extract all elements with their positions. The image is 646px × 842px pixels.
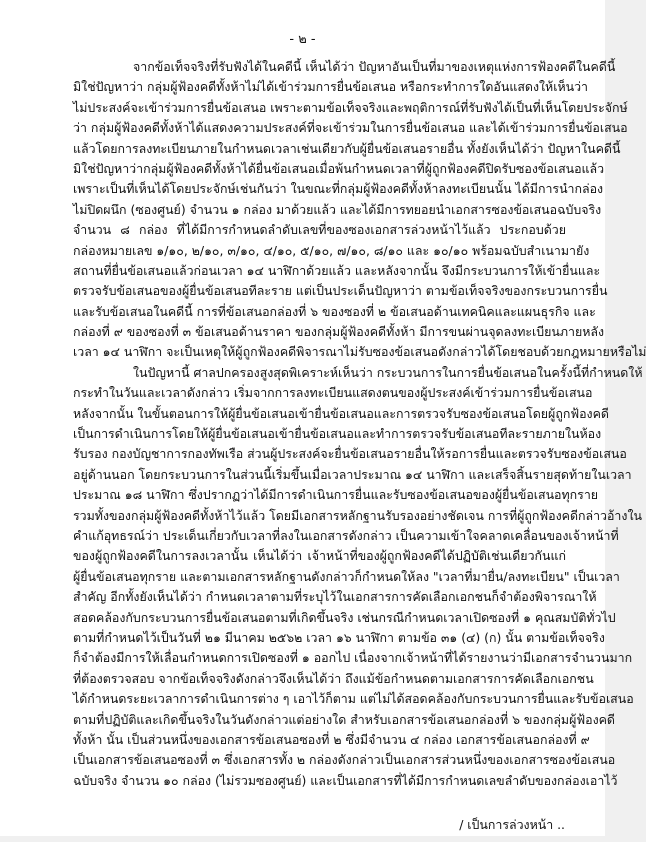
continuation-note: / เป็นการล่วงหน้า .. xyxy=(459,817,565,832)
text-line: หลังจากนั้น ในขั้นตอนการให้ผู้ยื่นข้อเสนอเข้ายื่นข้อเสนอและการตรวจรับซองข้อเสนอโดยผู้ถูกฟ้องคดี xyxy=(73,405,609,421)
text-line: ตรวจรับข้อเสนอของผู้ยื่นข้อเสนอทีละราย แต่เป็นประเด็นปัญหาว่า ตามข้อเท็จจริงของกระบวนการยื่น xyxy=(73,283,608,299)
text-line: เป็นเอกสารข้อเสนอซองที่ ๓ ซึ่งเอกสารทั้ง ๒ กล่องดังกล่าวเป็นเอกสารส่วนหนึ่งของเอกสารซองข้อเสนอ xyxy=(73,752,616,768)
text-line: แล้วโดยการลงทะเบียนภายในกำหนดเวลาเช่นเดียวกับผู้ยื่นข้อเสนอรายอื่น ทั้งยังเห็นได้ว่า ปัญหาในคดีนี้ xyxy=(73,140,621,156)
text-line: ที่ต้องตรวจสอบ จากข้อเท็จจริงดังกล่าวจึงเห็นได้ว่า ถึงแม้ข้อกำหนดตามเอกสารการคัดเลือกเอกชน xyxy=(73,670,594,686)
text-line: กระทำในวันและเวลาดังกล่าว เริ่มจากการลงทะเบียนแสดงตนของผู้ประสงค์เข้าร่วมการยื่นข้อเสนอ xyxy=(73,385,593,401)
text-line: ผู้ยื่นข้อเสนอทุกราย และตามเอกสารหลักฐานดังกล่าวก็กำหนดให้ลง "เวลาที่มายื่น/ลงทะเบียน" เป็นเวลา xyxy=(73,568,620,584)
text-line: ไม่ประสงค์จะเข้าร่วมการยื่นข้อเสนอ เพราะตามข้อเท็จจริงและพฤติการณ์ที่รับฟังได้เป็นที่เห็นโดยประจักษ์ xyxy=(73,99,628,115)
text-line: รับรอง กองบัญชาการกองทัพเรือ ส่วนผู้ประสงค์จะยื่นข้อเสนอรายอื่นให้รอการยื่นและตรวจรับซองข้อเสนอ xyxy=(73,446,627,462)
document-body xyxy=(73,58,646,792)
text-line: กล่องหมายเลข ๑/๑๐, ๒/๑๐, ๓/๑๐, ๔/๑๐, ๕/๑๐, ๗/๑๐, ๘/๑๐ และ ๑๐/๑๐ พร้อมฉบับสำเนามายัง xyxy=(73,242,590,258)
text-line: กล่องที่ ๙ ของซองที่ ๓ ข้อเสนอด้านราคา ของกลุ่มผู้ฟ้องคดีทั้งห้า มีการขนผ่านจุดลงทะเบียนภายหลัง xyxy=(73,324,605,340)
text-line: ตามที่ปฏิบัติและเกิดขึ้นจริงในวันดังกล่าวแต่อย่างใด สำหรับเอกสารข้อเสนอกล่องที่ ๖ ของกลุ่มผู้ฟ้องคดี xyxy=(73,711,615,727)
text-line: และรับข้อเสนอในคดีนี้ การที่ข้อเสนอกล่องที่ ๖ ของซองที่ ๒ ข้อเสนอด้านเทคนิคและแผนธุรกิจ และ xyxy=(73,303,596,319)
text-line: มิใช่ปัญหาว่ากลุ่มผู้ฟ้องคดีทั้งห้าได้ยื่นข้อเสนอเมื่อพ้นกำหนดเวลาที่ผู้ถูกฟ้องคดีปิดรับซองข้อเสนอแล้ว xyxy=(73,160,605,176)
text-line: สำคัญ อีกทั้งยังเห็นได้ว่า กำหนดเวลาตามที่ระบุไว้ในเอกสารการคัดเลือกเอกชนก็จำต้องพิจารณาให้ xyxy=(73,589,597,605)
text-line: จากข้อเท็จจริงที่รับฟังได้ในคดีนี้ เห็นได้ว่า ปัญหาอันเป็นที่มาของเหตุแห่งการฟ้องคดีในคดีนี้ xyxy=(133,59,616,74)
text-line: ของผู้ถูกฟ้องคดีในการลงเวลานั้น เห็นได้ว่า เจ้าหน้าที่ของผู้ถูกฟ้องคดีได้ปฏิบัติเช่นเดียวกันแก่ xyxy=(73,548,566,564)
text-line: อยู่ด้านนอก โดยกระบวนการในส่วนนี้เริ่มขึ้นเมื่อเวลาประมาณ ๑๔ นาฬิกา และเสร็จสิ้นรายสุดท้ายในเวลา xyxy=(73,466,632,482)
text-line: ทั้งห้า นั้น เป็นส่วนหนึ่งของเอกสารข้อเสนอซองที่ ๒ ซึ่งมีจำนวน ๔ กล่อง เอกสารข้อเสนอกล่องที่ ๙ xyxy=(73,731,590,747)
text-line: จำนวน ๘ กล่อง ที่ได้มีการกำหนดลำดับเลขที่ของซองเอกสารล่วงหน้าไว้แล้ว ประกอบด้วย xyxy=(73,222,566,238)
text-line: ว่า กลุ่มผู้ฟ้องคดีทั้งห้าได้แสดงความประสงค์ที่จะเข้าร่วมในการยื่นข้อเสนอ และได้เข้าร่วมการยื่นข้อเสนอ xyxy=(73,120,628,136)
text-line: ฉบับจริง จำนวน ๑๐ กล่อง (ไม่รวมซองศูนย์) และเป็นเอกสารที่ได้มีการกำหนดเลขลำดับของกล่องเอาไว้ xyxy=(73,772,618,788)
text-line: สถานที่ยื่นข้อเสนอแล้วก่อนเวลา ๑๔ นาฬิกาด้วยแล้ว และหลังจากนั้น จึงมีกระบวนการให้เข้ายื่นและ xyxy=(73,262,601,278)
text-line: ได้กำหนดระยะเวลาการดำเนินการต่าง ๆ เอาไว้ก็ตาม แต่ไม่ได้สอดคล้องกับกระบวนการยื่นและรับข้อเสนอ xyxy=(73,691,634,707)
text-line: ไม่ปิดผนึก (ซองศูนย์) จำนวน ๑ กล่อง มาด้วยแล้ว และได้มีการทยอยนำเอกสารซองข้อเสนอฉบับจริง xyxy=(73,201,602,217)
text-line: ตามที่กำหนดไว้เป็นวันที่ ๒๑ มีนาคม ๒๕๖๒ เวลา ๑๖ นาฬิกา ตามข้อ ๓๑ (๔) (ก) นั้น ตามข้อเท็จจริง xyxy=(73,629,605,645)
text-line: สอดคล้องกับกระบวนการยื่นข้อเสนอตามที่เกิดขึ้นจริง เช่นกรณีกำหนดเวลาเปิดซองที่ ๑ คุณสมบัติทั่วไป xyxy=(73,609,616,625)
text-line: รวมทั้งของกลุ่มผู้ฟ้องคดีทั้งห้าไว้แล้ว โดยมีเอกสารหลักฐานรับรองอย่างชัดเจน การที่ผู้ถูกฟ้องคดีกล่าวอ้างใน xyxy=(73,507,642,523)
text-line: ก็จำต้องมีการให้เลื่อนกำหนดการเปิดซองที่ ๑ ออกไป เนื่องจากเจ้าหน้าที่ได้รายงานว่ามีเอกสารจำนวนมาก xyxy=(73,650,633,666)
text-line: เพราะเป็นที่เห็นได้โดยประจักษ์เช่นกันว่า ในขณะที่กลุ่มผู้ฟ้องคดีทั้งห้าลงทะเบียนนั้น ได้มีการนำกล่อง xyxy=(73,181,604,197)
text-line: ประมาณ ๑๘ นาฬิกา ซึ่งปรากฏว่าได้มีการดำเนินการยื่นและรับซองข้อเสนอของผู้ยื่นข้อเสนอทุกราย xyxy=(73,487,599,503)
text-line: เป็นการดำเนินการโดยให้ผู้ยื่นข้อเสนอเข้ายื่นข้อเสนอและทำการตรวจรับข้อเสนอทีละรายภายในห้อง xyxy=(73,426,602,442)
text-line: ในปัญหานี้ ศาลปกครองสูงสุดพิเคราะห์เห็นว่า กระบวนการในการยื่นข้อเสนอในครั้งนี้ที่กำหนดให้ xyxy=(133,364,643,380)
page-number: - ๒ - xyxy=(289,32,316,47)
text-line: มิใช่ปัญหาว่า กลุ่มผู้ฟ้องคดีทั้งห้าไม่ได้เข้าร่วมการยื่นข้อเสนอ หรือกระทำการใดอันแสดงให้เห็นว่า xyxy=(73,79,588,95)
text-line: คำแก้อุทธรณ์ว่า ประเด็นเกี่ยวกับเวลาที่ลงในเอกสารดังกล่าว เป็นความเข้าใจคลาดเคลื่อนของเจ้าหน้าที่ xyxy=(73,527,619,543)
text-line: เวลา ๑๔ นาฬิกา จะเป็นเหตุให้ผู้ถูกฟ้องคดีพิจารณาไม่รับซองข้อเสนอดังกล่าวได้โดยชอบด้วยกฎหมายหรือไม่ xyxy=(73,344,646,360)
